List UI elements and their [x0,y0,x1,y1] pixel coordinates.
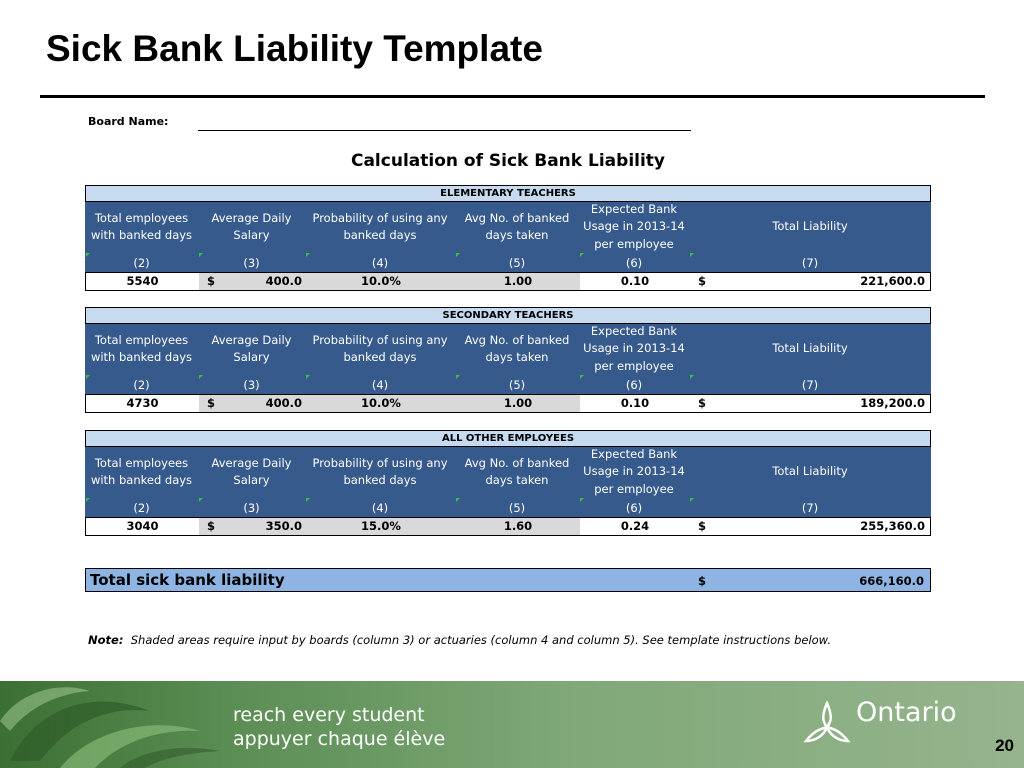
salary-cell[interactable] [199,273,306,290]
column-header-line: Avg No. of banked [464,455,570,470]
salary-dollar-sign: $ [207,519,216,533]
salary-value: 400.0 [265,274,302,288]
column-header-line: days taken [485,473,549,487]
column-header [455,324,579,374]
column-header-line: Salary [233,228,270,242]
column-header-line: banked days [343,228,417,242]
column-header-line: with banked days [90,228,193,242]
column-header [85,202,198,252]
column-header-line: days taken [485,228,549,242]
comment-marker-icon [306,253,310,257]
column-header-line: Salary [233,473,270,487]
column-number: (3) [243,256,260,270]
comment-marker-icon [306,375,310,379]
comment-marker-icon [456,498,460,502]
column-header [579,202,689,252]
note-text: Shaded areas require input by boards (column 3) or actuaries (column 4 and column 5). See template instructions below. [130,633,832,647]
title-rule [40,95,985,98]
column-number: (7) [801,378,819,392]
board-name-label: Board Name: [88,115,169,128]
column-header-line: Usage in 2013-14 [583,464,685,479]
column-header [305,447,455,497]
comment-marker-icon [199,253,203,257]
column-number: (2) [133,256,150,270]
section-heading: ELEMENTARY TEACHERS [85,185,931,202]
salary-cell[interactable] [199,395,306,412]
comment-marker-icon [580,253,584,257]
employees-cell[interactable]: 4730 [126,396,159,410]
column-header-line: Average Daily [211,332,292,347]
column-header-line: banked days [343,473,417,487]
days-taken-cell[interactable]: 1.00 [456,395,580,412]
expected-usage-cell: 0.10 [620,396,650,410]
column-header [455,202,579,252]
column-header-band [85,324,931,394]
column-header-line: Total employees [94,332,189,347]
probability-cell[interactable]: 10.0% [306,395,456,412]
column-number: (6) [625,378,643,392]
probability-cell[interactable]: 10.0% [306,273,456,290]
liability-section [85,430,931,536]
section-heading: SECONDARY TEACHERS [85,307,931,324]
footer-banner [0,681,1024,768]
total-label: Total sick bank liability [90,571,285,589]
column-header-line: Total Liability [772,464,848,479]
column-header-line: Avg No. of banked [464,210,570,225]
column-number: (5) [508,256,526,270]
trillium-logo-icon [802,701,852,751]
data-row [85,272,931,291]
column-number: (3) [243,501,260,515]
column-header-line: Probability of using any [312,332,448,347]
column-header-line: Total employees [94,455,189,470]
column-header-line: Probability of using any [312,210,448,225]
comment-marker-icon [456,375,460,379]
column-header [689,324,931,374]
employees-cell[interactable]: 5540 [126,274,159,288]
comment-marker-icon [199,375,203,379]
column-header [198,202,305,252]
salary-dollar-sign: $ [207,274,216,288]
column-number: (3) [243,378,260,392]
column-header [579,324,689,374]
comment-marker-icon [86,498,90,502]
liability-cell [690,518,930,535]
comment-marker-icon [456,253,460,257]
comment-marker-icon [690,498,694,502]
section-heading: ALL OTHER EMPLOYEES [85,430,931,447]
days-taken-cell[interactable]: 1.60 [456,518,580,535]
column-header-line: Expected Bank [590,201,678,216]
column-header [85,447,198,497]
column-number: (4) [371,501,389,515]
column-header-line: days taken [485,350,549,364]
probability-cell[interactable]: 15.0% [306,518,456,535]
column-header [85,324,198,374]
column-header [455,447,579,497]
liability-cell [690,395,930,412]
comment-marker-icon [199,498,203,502]
column-header-band [85,202,931,272]
column-number: (2) [133,378,150,392]
tagline-english: reach every student [233,704,425,726]
page-number: 20 [995,736,1014,755]
column-header [305,202,455,252]
column-header-line: per employee [594,481,674,496]
liability-dollar-sign: $ [698,396,707,410]
column-number: (6) [625,501,643,515]
tagline-french: appuyer chaque élève [233,728,446,750]
column-number: (7) [801,501,819,515]
board-name-input-line [198,130,691,131]
comment-marker-icon [690,253,694,257]
days-taken-cell[interactable]: 1.00 [456,273,580,290]
column-header-line: Total Liability [772,219,848,234]
liability-value: 221,600.0 [860,274,925,288]
column-number: (5) [508,378,526,392]
column-header-line: Average Daily [211,210,292,225]
total-bar [85,568,931,592]
employees-cell[interactable]: 3040 [126,519,159,533]
note-label: Note: [88,633,124,647]
data-row [85,394,931,413]
column-header-line: Total employees [94,210,189,225]
total-dollar-sign: $ [698,574,707,588]
liability-dollar-sign: $ [698,519,707,533]
comment-marker-icon [690,375,694,379]
column-number: (5) [508,501,526,515]
data-row [85,517,931,536]
column-header-line: Expected Bank [590,323,678,338]
note [88,633,831,647]
column-header-band [85,447,931,517]
comment-marker-icon [580,375,584,379]
total-value: 666,160.0 [859,574,924,588]
column-header [579,447,689,497]
column-header-line: per employee [594,236,674,251]
column-header-line: with banked days [90,473,193,487]
leaf-swirl-graphic [0,681,230,768]
comment-marker-icon [306,498,310,502]
liability-section [85,185,931,291]
column-header-line: per employee [594,358,674,373]
column-header-line: Avg No. of banked [464,332,570,347]
column-header-line: Salary [233,350,270,364]
column-header [689,447,931,497]
liability-value: 189,200.0 [860,396,925,410]
column-header-line: Average Daily [211,455,292,470]
expected-usage-cell: 0.24 [620,519,650,533]
column-header-line: Probability of using any [312,455,448,470]
column-number: (7) [801,256,819,270]
column-header-line: Usage in 2013-14 [583,341,685,356]
liability-dollar-sign: $ [698,274,707,288]
salary-cell[interactable] [199,518,306,535]
column-header-line: Usage in 2013-14 [583,219,685,234]
column-header [689,202,931,252]
column-header [198,324,305,374]
comment-marker-icon [86,375,90,379]
ontario-wordmark: Ontario [856,697,957,728]
column-header-line: banked days [343,350,417,364]
salary-value: 400.0 [265,396,302,410]
column-header [198,447,305,497]
column-header [305,324,455,374]
calculation-title: Calculation of Sick Bank Liability [350,151,666,171]
column-number: (6) [625,256,643,270]
salary-value: 350.0 [265,519,302,533]
column-header-line: Total Liability [772,341,848,356]
liability-cell [690,273,930,290]
column-header-line: Expected Bank [590,446,678,461]
comment-marker-icon [86,253,90,257]
expected-usage-cell: 0.10 [620,274,650,288]
slide-title: Sick Bank Liability Template [46,28,543,69]
salary-dollar-sign: $ [207,396,216,410]
liability-section [85,307,931,413]
column-number: (2) [133,501,150,515]
column-number: (4) [371,256,389,270]
column-number: (4) [371,378,389,392]
comment-marker-icon [580,498,584,502]
column-header-line: with banked days [90,350,193,364]
liability-value: 255,360.0 [860,519,925,533]
